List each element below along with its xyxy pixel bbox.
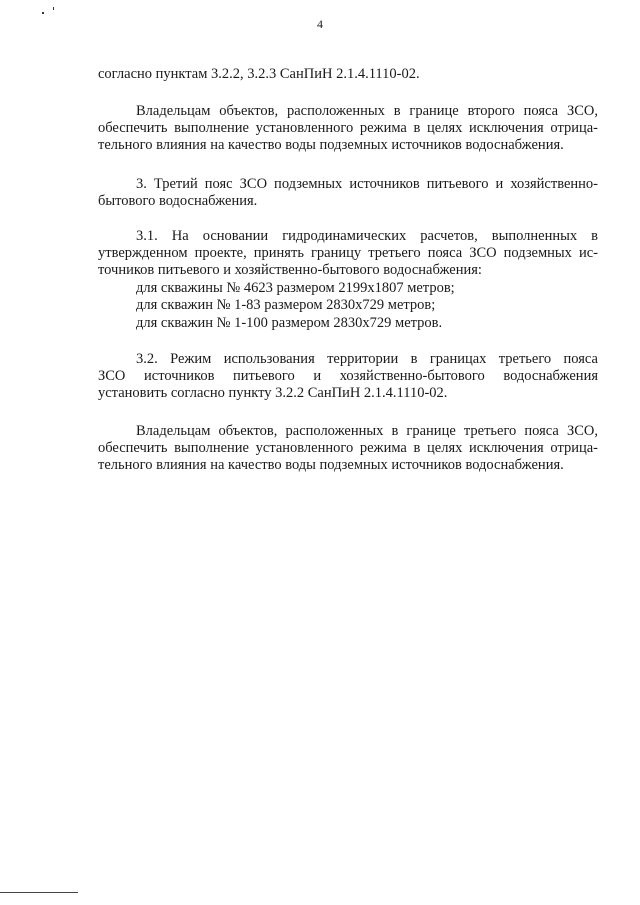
text-line: 3.2. Режим использования территории в границах третьего пояса: [136, 351, 598, 367]
text-line: 3. Третий пояс ЗСО подземных источников питьевого и хозяйственно-: [136, 176, 598, 192]
page-number: 4: [317, 17, 323, 31]
text-line: установить согласно пункту 3.2.2 СанПиН 2.1.4.1110-02.: [98, 385, 448, 401]
list-item: для скважин № 1-100 размером 2830х729 метров.: [136, 315, 443, 331]
text-line: бытового водоснабжения.: [98, 193, 258, 209]
text-line: тельного влияния на качество воды подземных источников водоснабжения.: [98, 457, 564, 473]
scan-speck: [53, 7, 54, 10]
text-line: тельного влияния на качество воды подземных источников водоснабжения.: [98, 137, 564, 153]
text-line: обеспечить выполнение установленного режима в целях исключения отрица-: [98, 120, 598, 136]
text-line: согласно пунктам 3.2.2, 3.2.3 СанПиН 2.1.4.1110-02.: [98, 66, 420, 82]
text-line: обеспечить выполнение установленного режима в целях исключения отрица-: [98, 440, 598, 456]
list-item: для скважин № 1-83 размером 2830х729 метров;: [136, 297, 436, 313]
text-line: Владельцам объектов, расположенных в границе второго пояса ЗСО,: [136, 103, 598, 119]
scan-speck: [42, 12, 44, 14]
text-line: точников питьевого и хозяйственно-бытового водоснабжения:: [98, 262, 482, 278]
text-line: ЗСО источников питьевого и хозяйственно-бытового водоснабжения: [98, 368, 598, 384]
list-item: для скважины № 4623 размером 2199х1807 метров;: [136, 280, 455, 296]
text-line: 3.1. На основании гидродинамических расчетов, выполненных в: [136, 228, 598, 244]
text-line: Владельцам объектов, расположенных в границе третьего пояса ЗСО,: [136, 423, 598, 439]
text-line: утвержденном проекте, принять границу третьего пояса ЗСО подземных ис-: [98, 245, 598, 261]
scan-edge-line: [0, 892, 78, 893]
